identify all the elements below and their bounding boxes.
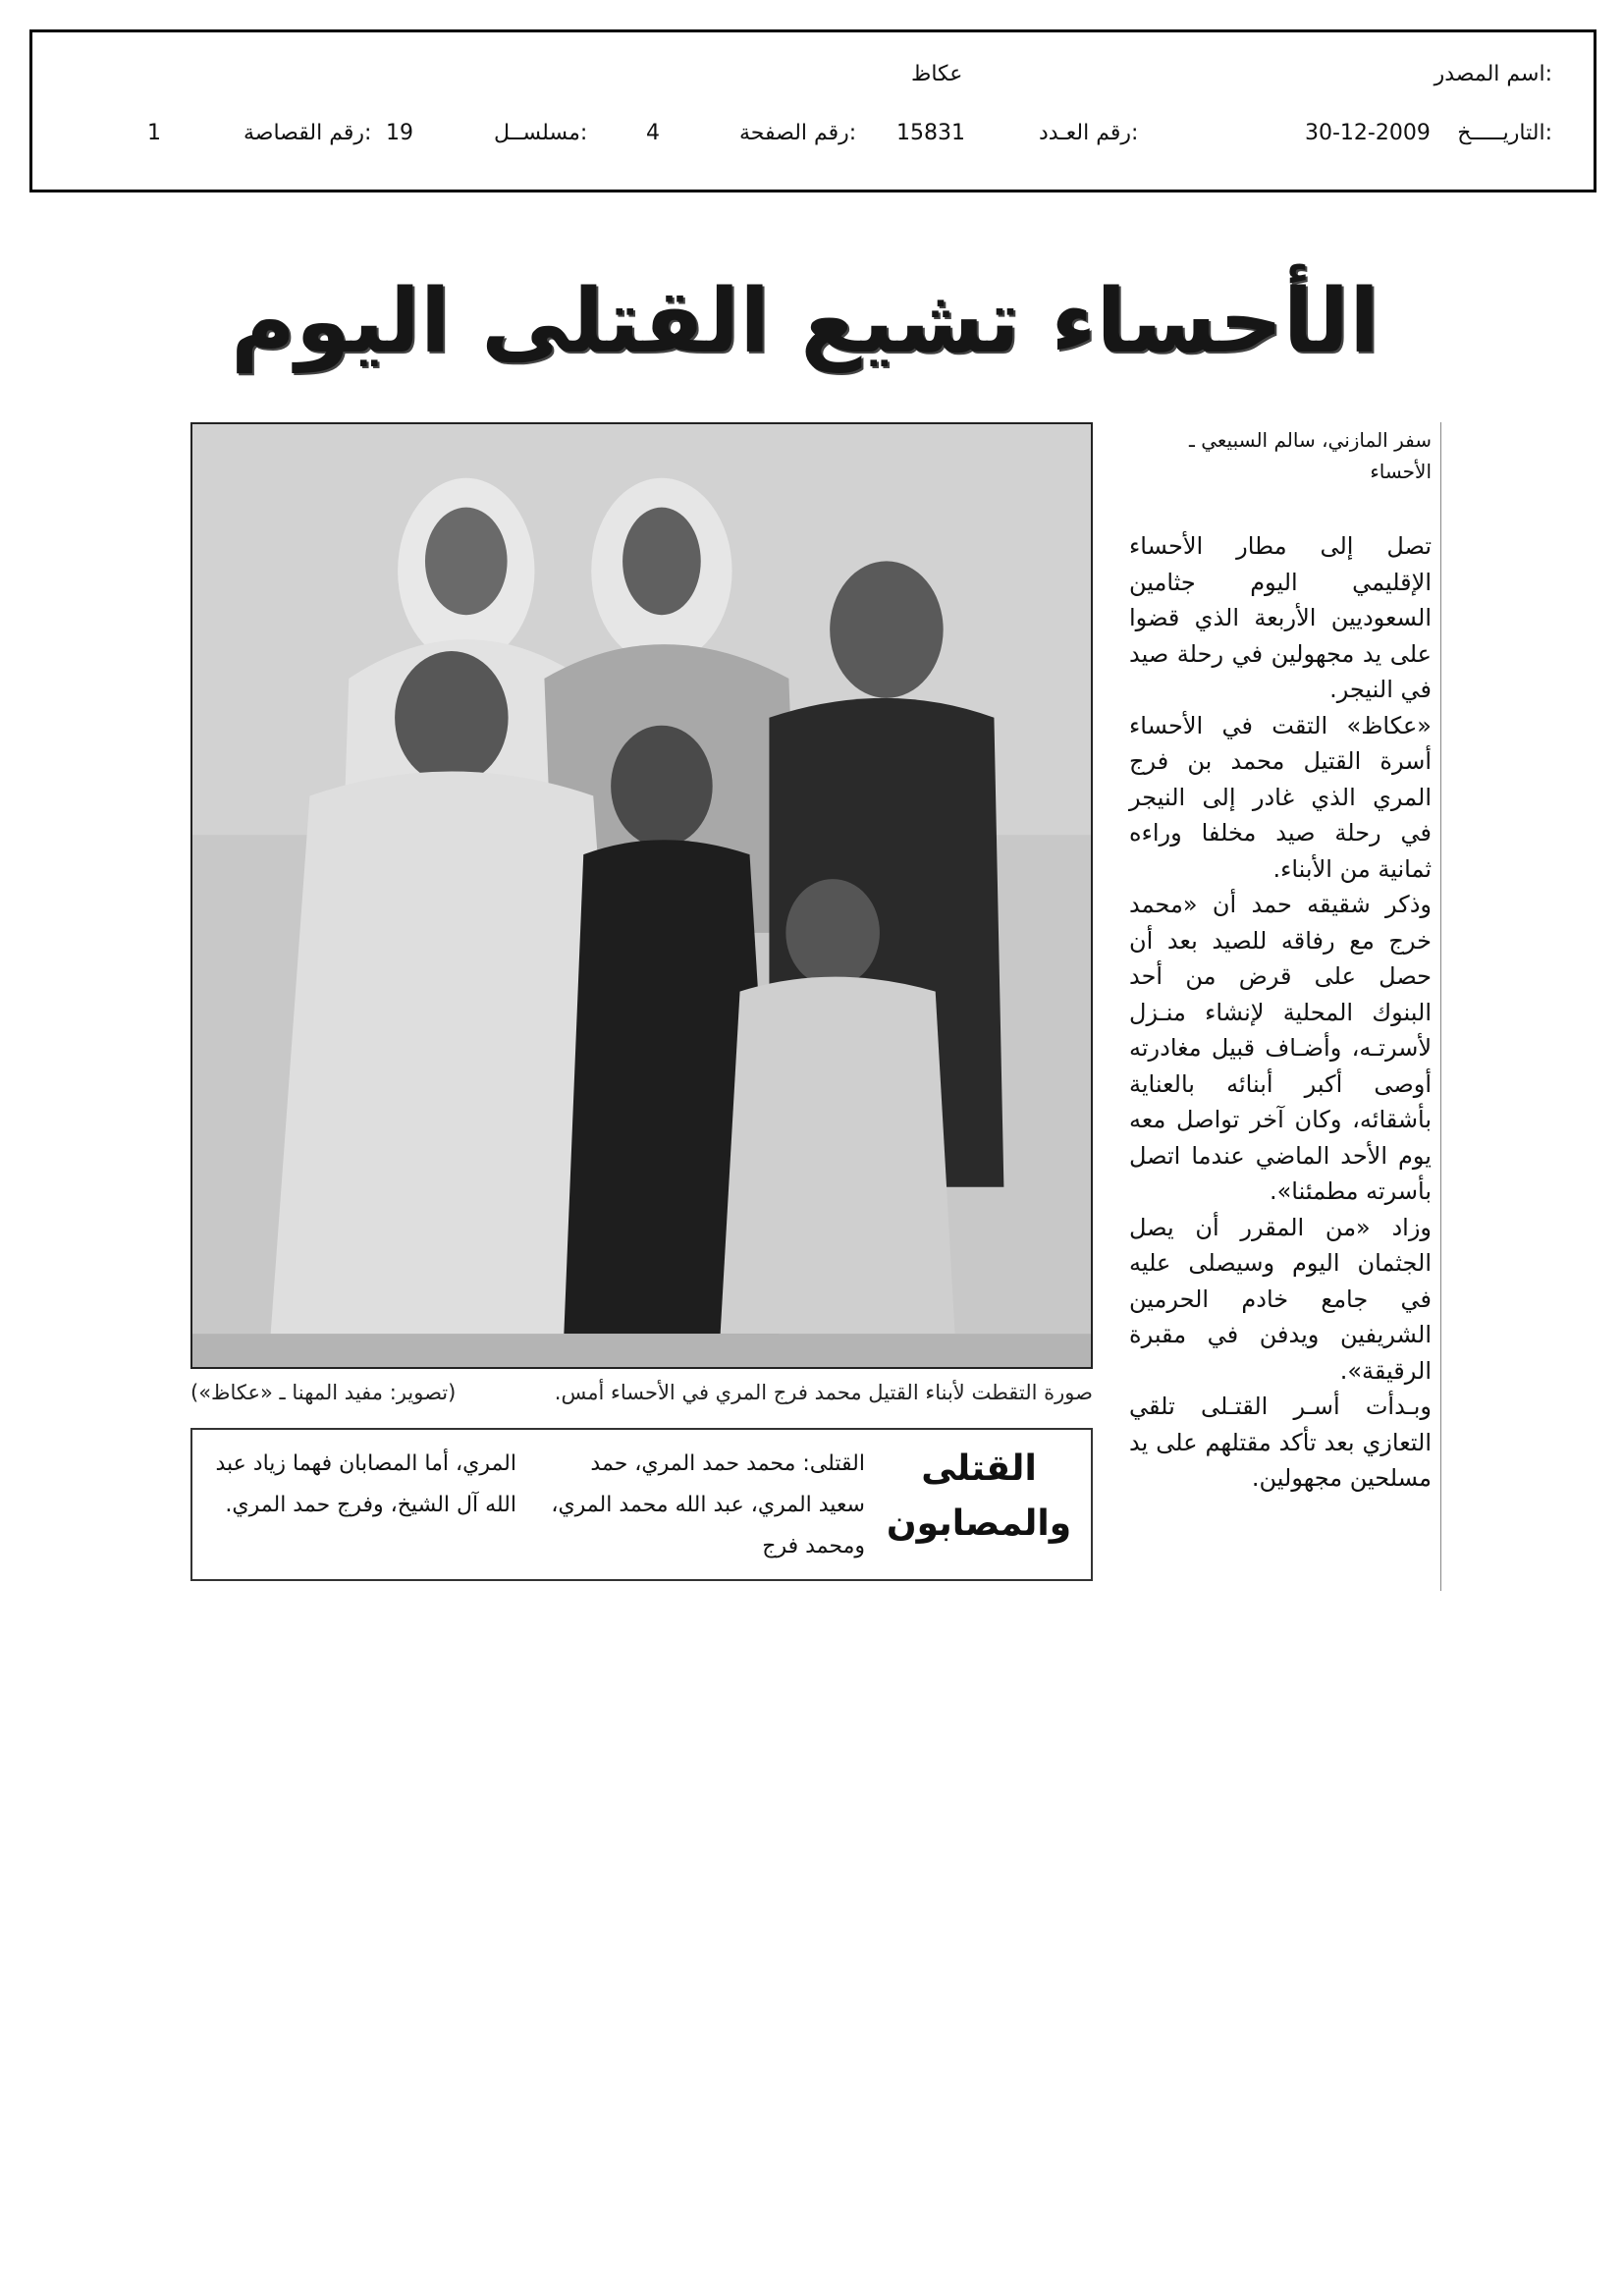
- casualties-box-title-line2: والمصابون: [886, 1503, 1072, 1544]
- clipping-header: [29, 29, 1596, 192]
- source-value: عكاظ: [911, 62, 963, 86]
- serial-value: 19: [386, 121, 413, 145]
- family-photo-illustration: [192, 424, 1091, 1367]
- serial-label: مسلســل:: [494, 121, 588, 145]
- clip-value: 1: [147, 121, 161, 145]
- casualties-box: [190, 1428, 1093, 1581]
- issue-label: رقم العـدد:: [1039, 121, 1139, 145]
- photo-caption-row: [190, 1381, 1093, 1404]
- byline: سفر المازني، سالم السبيعي ـ: [1189, 428, 1432, 452]
- photo-caption: صورة التقطت لأبناء القتيل محمد فرج المري في الأحساء أمس.: [554, 1381, 1093, 1404]
- photo-credit: (تصوير: مفيد المهنا ـ «عكاظ»): [190, 1381, 457, 1404]
- article-paragraph: «عكاظ» التقت في الأحساء أسرة القتيل محمد بن فرج المري الذي غادر إلى النيجر في رحلة صيد مخلفا وراءه ثمانية من الأبناء.: [1129, 711, 1432, 883]
- article-paragraph: وبـدأت أسـر القتـلى تلقي التعازي بعد تأكد مقتلهم على يد مسلحين مجهولين.: [1129, 1393, 1432, 1492]
- casualties-box-text-col1: القتلى: محمد حمد المري، حمد سعيد المري، عبد الله محمد المري، ومحمد فرج: [551, 1451, 865, 1558]
- issue-value: 15831: [896, 121, 965, 145]
- article-body: [1129, 528, 1432, 1497]
- casualties-box-title: [881, 1442, 1077, 1552]
- headline: الأحساء تشيع القتلى اليوم: [231, 270, 1380, 373]
- article-paragraph: وزاد «من المقرر أن يصل الجثمان اليوم وسيصلى عليه في جامع خادم الحرمين الشريفين ويدفن في مقبرة الرقيقة».: [1129, 1213, 1432, 1385]
- date-value: 30-12-2009: [1305, 121, 1431, 145]
- byline-block: [1129, 424, 1432, 487]
- dateline-location: الأحساء: [1370, 460, 1432, 483]
- article-paragraph: تصل إلى مطار الأحساء الإقليمي اليوم جثامين السعوديين الأربعة الذي قضوا على يد مجهولين في رحلة صيد في النيجر.: [1129, 532, 1432, 703]
- casualties-box-title-line1: القتلى: [921, 1449, 1037, 1489]
- casualties-box-text-col2: المري، أما المصابان فهما زياد عبد الله آل الشيخ، وفرج حمد المري.: [215, 1451, 516, 1517]
- clip-label: رقم القصاصة:: [243, 121, 372, 145]
- date-label: التاريـــــخ:: [1457, 121, 1552, 145]
- article-paragraph: وذكر شقيقه حمد أن «محمد خرج مع رفاقه للصيد بعد أن حصل على قرض من أحد البنوك المحلية لإنشاء منـزل لأسرتـه، وأضـاف قبيل مغادرته أوصى أكبر أبنائه بالعناية بأشقائه، وكان آخر تواصل معه يوم الأحد الماضي عندما اتصل بأسرته مطمئنا».: [1129, 891, 1432, 1205]
- page-label: رقم الصفحة:: [739, 121, 857, 145]
- source-label: اسم المصدر:: [1434, 62, 1552, 86]
- family-photo: [190, 422, 1093, 1369]
- page-value: 4: [646, 121, 660, 145]
- column-rule: [1440, 422, 1441, 1591]
